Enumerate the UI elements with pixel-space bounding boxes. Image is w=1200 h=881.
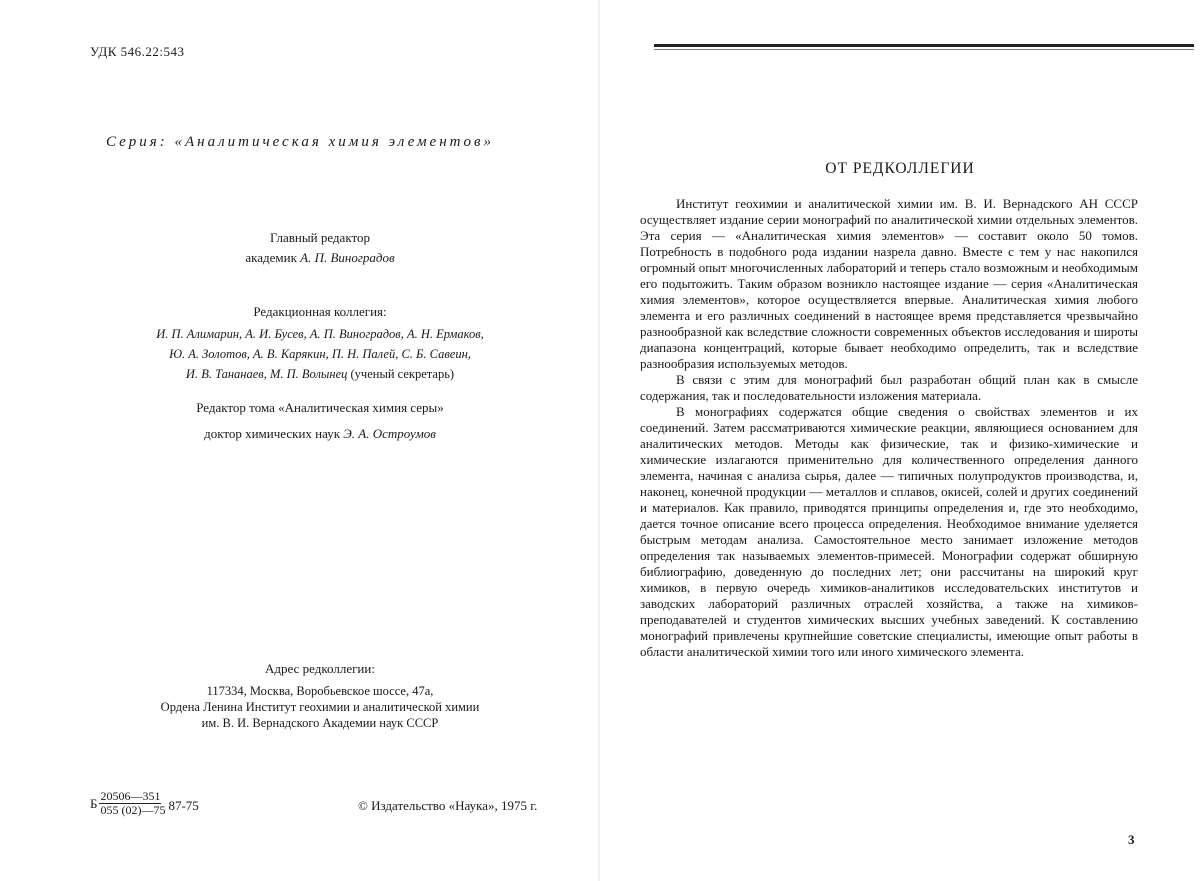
address-line: им. В. И. Вернадского Академии наук СССР [201, 716, 439, 730]
udk-code: УДК 546.22:543 [90, 44, 185, 59]
copyright-line: © Издательство «Наука», 1975 г. [358, 798, 538, 813]
page-number: 3 [1128, 832, 1135, 847]
address-block [0, 661, 640, 731]
board-last-names: И. В. Тананаев, М. П. Волынец [185, 367, 348, 381]
paragraph: Институт геохимии и аналитической химии им. В. И. Вернадского АН СССР осуществляет издание серии монографий по аналитической химии отдельных элементов. Эта серия — «Аналитическая химия элементов» — составит около 50 томов. Потребность в подобного рода издании назрела давно. Вместе с тем у нас накопился огромный опыт многочисленных лабораторий и теперь стало возможным и необходимым его подытожить. Таким образом возникло настоящее издание — серия «Аналитическая химия элементов», которое осуществляется впервые. Аналитическая химия любого элемента и его различных соединений в настоящее время представляется чрезвычайно разнообразной как вследствие сложности современных объектов исследования и широты диапазона концентраций, которые бывает необходимо определить, так и вследствие разнообразия используемых методов. [640, 196, 1138, 371]
board-secretary: (ученый секретарь) [347, 367, 455, 381]
top-rule-thin [654, 49, 1194, 50]
chief-editor-line [0, 248, 640, 268]
code-numerator: 20506—351 [100, 789, 161, 803]
paragraph: В связи с этим для монографий был разработан общий план как в смысле содержания, так и последовательности изложения материала. [640, 372, 1138, 403]
address-line: 117334, Москва, Воробьевское шоссе, 47а, [206, 684, 434, 698]
body-text [640, 196, 1138, 660]
volume-editor-label: Редактор тома «Аналитическая химия серы» [196, 400, 444, 415]
publication-code [90, 790, 199, 817]
volume-editor-prefix: доктор химических наук [204, 426, 341, 441]
section-heading: ОТ РЕДКОЛЛЕГИИ [825, 160, 975, 177]
board-members [0, 324, 640, 384]
top-rule [654, 44, 1194, 47]
volume-editor-name: Э. А. Остроумов [343, 426, 436, 441]
board-line: И. П. Алимарин, А. И. Бусев, А. П. Виноградов, А. Н. Ермаков, [156, 327, 484, 341]
code-suffix: 87-75 [168, 797, 199, 813]
chief-editor-label: Главный редактор [270, 230, 370, 245]
volume-editor-line [0, 424, 640, 444]
board-line-last [0, 364, 640, 384]
paragraph: В монографиях содержатся общие сведения о свойствах элементов и их соединений. Затем рассматриваются химические реакции, являющиеся основанием для аналитических методов. Методы как физические, так и физико-химические и химические излагаются применительно для количественного определения данного элемента, начиная с анализа сырья, далее — типичных полупродуктов производства, и, наконец, конечной продукции — металлов и сплавов, окисей, солей и других соединений и материалов. Как правило, приводятся принципы определения и, где это необходимо, дается точное описание всего процесса определения. Необходимое внимание уделяется быстрым методам анализа. Самостоятельное место занимает изложение методов определения так называемых элементов-примесей. Монографии содержат обширную библиографию, доведенную до последних лет; они рассчитаны на широкий круг химиков, в первую очередь химиков-аналитиков исследовательских институтов и заводских лабораторий различных отраслей хозяйства, а также на химиков-преподавателей и студентов химических высших учебных заведений. К составлению монографий привлечены крупнейшие советские специалисты, имеющие опыт работы в области аналитической химии того или иного химического элемента. [640, 404, 1138, 659]
code-denominator: 055 (02)—75 [100, 803, 166, 817]
address-line: Ордена Ленина Институт геохимии и аналитической химии [160, 700, 480, 714]
board-label: Редакционная коллегия: [253, 304, 387, 319]
series-title: Серия: «Аналитическая химия элементов» [105, 134, 494, 150]
address-label: Адрес редколлегии: [265, 661, 375, 676]
volume-editor-block [0, 398, 640, 444]
chief-editor-block [0, 228, 640, 268]
board-line: Ю. А. Золотов, А. В. Карякин, П. Н. Палей, С. Б. Савеин, [169, 347, 471, 361]
code-fraction [99, 790, 166, 817]
chief-editor-name: А. П. Виноградов [300, 250, 395, 265]
chief-editor-prefix: академик [245, 250, 297, 265]
code-prefix: Б [90, 795, 98, 811]
right-page [600, 0, 1200, 881]
